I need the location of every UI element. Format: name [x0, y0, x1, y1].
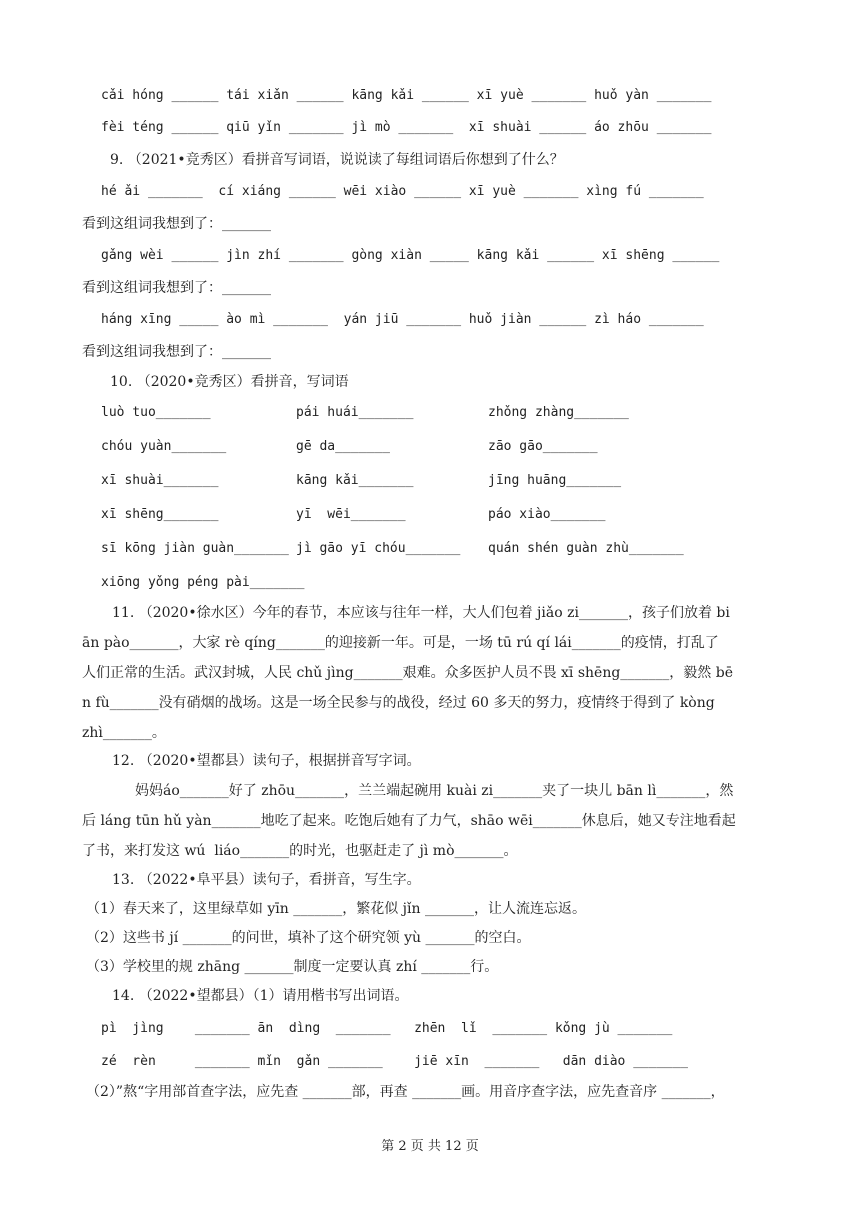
page-footer: 第 2 页 共 12 页 [381, 1139, 479, 1154]
q10-item: pái huái_______ [296, 405, 414, 420]
question-9-think-c: 看到这组词我想到了：_______ [82, 344, 271, 360]
question-9-think-b: 看到这组词我想到了：_______ [82, 280, 271, 296]
question-9-think-a: 看到这组词我想到了：_______ [82, 216, 271, 232]
question-9-row-c: háng xīng _____ ào mì _______ yán jiū _______ huǒ jiàn ______ zì háo _______ [101, 312, 704, 327]
q10-item: chóu yuàn_______ [101, 439, 227, 454]
question-14-row-1: pì jìng _______ ān dìng _______ zhēn lǐ _______ kǒng jù _______ [101, 1021, 673, 1036]
question-13-part-1: （1）春天来了，这里绿草如 yīn _______，繁花似 jǐn _______，让人流连忘返。 [86, 901, 586, 917]
question-9-row-b: gǎng wèi ______ jìn zhí _______ gòng xiàn _____ kāng kǎi ______ xī shēng ______ [101, 248, 720, 263]
q10-item: yī wēi_______ [296, 507, 406, 522]
question-14-row-2: zé rèn _______ mǐn gǎn _______ jiē xīn _______ dān diào _______ [101, 1054, 688, 1069]
question-11-line-1: 11. （2020•徐水区）今年的春节，本应该与往年一样，大人们包着 jiǎo zi_______，孩子们放着 bi [112, 605, 730, 621]
question-13-title: 13. （2022•阜平县）读句子，看拼音，写生字。 [112, 872, 421, 888]
pinyin-row-1: cǎi hóng ______ tái xiǎn ______ kāng kǎi ______ xī yuè _______ huǒ yàn _______ [101, 88, 712, 103]
question-13-part-3: （3）学校里的规 zhāng _______制度一定要认真 zhí _______行。 [86, 959, 499, 975]
q10-item: xiōng yǒng péng pài_______ [101, 575, 305, 590]
question-14-title: 14. （2022•望都县）（1）请用楷书写出词语。 [112, 988, 409, 1004]
pinyin-row-2: fèi téng ______ qiū yǐn _______ jì mò _______ xī shuài ______ áo zhōu _______ [101, 120, 712, 135]
q10-item: xī shuài_______ [101, 473, 219, 488]
question-12-line-1: 妈妈áo_______好了 zhōu_______，兰兰端起碗用 kuài zi_______夹了一块儿 bān lì_______，然 [135, 783, 734, 799]
question-14-part-2: （2）”熬“字用部首查字法，应先查 _______部，再查 _______画。用音序查字法，应先查音序 _______， [86, 1084, 725, 1100]
question-11-line-3: 人们正常的生活。武汉封城，人民 chǔ jìng_______艰难。众多医护人员不畏 xī shēng_______，毅然 bē [82, 665, 734, 681]
question-12-title: 12. （2020•望都县）读句子，根据拼音写字词。 [112, 753, 421, 769]
q10-item: páo xiào_______ [488, 507, 606, 522]
q10-item: jīng huāng_______ [488, 473, 622, 488]
question-9-title: 9. （2021•竞秀区）看拼音写词语，说说读了每组词语后你想到了什么？ [110, 152, 564, 168]
q10-item: sī kōng jiàn guàn_______ [101, 541, 289, 556]
question-11-line-2: ān pào_______，大家 rè qíng_______的迎接新一年。可是，一场 tū rú qí lái_______的疫情，打乱了 [82, 635, 719, 651]
question-11-line-5: zhì_______。 [82, 725, 166, 741]
question-10-title: 10. （2020•竞秀区）看拼音，写词语 [110, 374, 349, 390]
q10-item: gē da_______ [296, 439, 390, 454]
q10-item: xī shēng_______ [101, 507, 219, 522]
q10-item: luò tuo_______ [101, 405, 211, 420]
q10-item: zhǒng zhàng_______ [488, 405, 629, 420]
q10-item: jì gāo yī chóu_______ [296, 541, 461, 556]
question-11-line-4: n fù_______没有硝烟的战场。这是一场全民参与的战役，经过 60 多天的努力，疫情终于得到了 kòng [82, 695, 715, 711]
question-12-line-3: 了书，来打发这 wú liáo_______的时光，也驱赶走了 jì mò_______。 [82, 843, 518, 859]
question-12-line-2: 后 láng tūn hǔ yàn_______地吃了起来。吃饱后她有了力气，shāo wēi_______休息后，她又专注地看起 [82, 813, 736, 829]
q10-item: quán shén guàn zhù_______ [488, 541, 684, 556]
question-13-part-2: （2）这些书 jí _______的问世，填补了这个研究领 yù _______的空白。 [86, 930, 531, 946]
q10-item: zāo gāo_______ [488, 439, 598, 454]
question-9-row-a: hé ǎi _______ cí xiáng ______ wēi xiào ______ xī yuè _______ xìng fú _______ [101, 184, 704, 199]
q10-item: kāng kǎi_______ [296, 473, 414, 488]
